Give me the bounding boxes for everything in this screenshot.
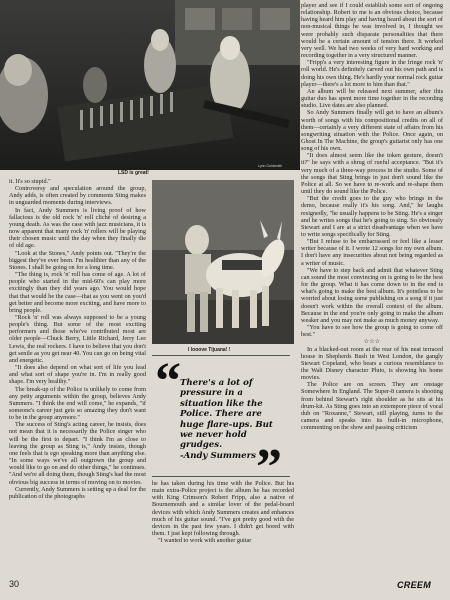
- paragraph: So Andy Summers finally will get to have an album's worth of songs with his compositional credits on all of them—certainly a very different state of affairs from his songwriting situation with the Police. Once again, on Ghost In The Machine, the group's guitarist only has one song of his own.: [301, 109, 443, 153]
- paragraph: Currently, Andy Summers is setting up a deal for the publication of the photographs: [9, 485, 146, 500]
- paragraph: "Rock 'n' roll was always supposed to be a young people's thing. But some of the most exciting performers and those who've contributed most are older people—Chuck Berry, Little Richard, Jerry Lee Lewis, the real rockers. I have to believe that you don't get senile as you get near 40. You can go on being vital and energetic.: [9, 313, 146, 364]
- paragraph: "It does also depend on what sort of life you lead and what sort of shape you're in. I'm in really good shape. I'm very healthy.": [9, 364, 146, 386]
- magazine-logo: CREEM: [397, 580, 432, 590]
- pull-quote: [152, 353, 290, 496]
- pull-quote-attribution: -Andy Summers: [180, 450, 256, 461]
- paragraph: Controversy and speculation around the group, Andy adds, is often created by comments Sting makes in unguarded moments during interviews.: [9, 185, 146, 207]
- paragraph: it. It's so stupid.": [9, 178, 51, 185]
- donkey-photo-image: [152, 180, 294, 344]
- middle-column: [152, 480, 294, 576]
- paragraph: An album will be released next summer, after this guitar duo has spent more time together in the recording studio. Live dates are also planned.: [301, 87, 443, 110]
- paragraph: "But I refuse to be embarrassed or feel like a lesser writer because of it. I wrote 12 songs for my own album. I don't have any insecurities about not being regarded as a writer of music.: [301, 238, 443, 267]
- studio-photo: [0, 0, 300, 170]
- paragraph: "Look at the Stones," Andy points out. "They're the biggest they've ever been. I'm healthier than any of the Stones. I shall be going on for a long time.: [9, 249, 146, 271]
- page-number: 30: [9, 579, 20, 589]
- paragraph: ☆☆☆: [363, 338, 381, 346]
- left-column: [9, 178, 146, 576]
- paragraph: In fact, Andy Summers is living proof of how fallacious is the old rock 'n' roll cliché of desiring a young death. As was the case with jazz musicians, it is now apparent that many rock 'n' rollers will be playing their chosen music until the day when they finally die of old age.: [9, 206, 146, 250]
- paragraph: player and see if I could establish some sort of ongoing relationship. Robert to me is an obvious choice, because having heard him play and having heard about the sort of non-musical things he was involved in, I thought we were probably such disparate personalities that there would be a certain amount of tension there. It worked very well. We had two weeks of very hard working and recording together in a very structured manner.: [301, 2, 443, 60]
- studio-photo-caption: LSD is great!: [118, 170, 149, 176]
- right-column: [301, 2, 443, 576]
- donkey-photo-caption: I looove Tijuana! !: [188, 347, 231, 353]
- paragraph: "You have to see how the group is going to come off best.": [301, 324, 443, 339]
- paragraph: he has taken during his time with the Police. But his main extra-Police project is the album he has recorded with King Crimson's Robert Fripp, also a native of Bournemouth and a similar lover of the pedal-board devices with which Andy Summers creates and enhances much of his guitar sound. "I've got pretty good with the devices in the past few years. I didn't get bored with them. I just kept following through.: [152, 480, 294, 538]
- paragraph: "But the credit goes to the guy who brings in the demo, because really it's his song. And," he laughs resignedly, "he usually happens to be Sting. He's a singer and he writes songs that he's going to sing. So obviously Stewart and I are at a strict disadvantage when we have to write songs specifically for Sting.: [301, 195, 443, 238]
- open-quote-icon: “: [155, 353, 181, 410]
- close-quote-icon: ”: [256, 439, 282, 496]
- paragraph: "We have to step back and admit that whatever Sting can sound the most convincing on is going to be the best for the group. What it has come down to in the end is what's going to make the best album. It's pointless to be worried about losing some publishing on a song if it just doesn't work within the overall context of the album. Because in the end you're only going to make the album weaker and you may not make as much money anyway.: [301, 266, 443, 324]
- donkey-photo: [152, 180, 294, 344]
- studio-photo-image: [0, 0, 300, 170]
- paragraph: The success of Sting's acting career, he insists, does not mean that it is necessarily the Police singer who will be the first to depart. "I think I'm as close to leaving the group as Sting is," Andy insists, though one feels that is ego speaking more than anything else. "In some ways we've all outgrown the group and would like to go on and do other things," he continues. "And we're all doing them, though Sting's had the most obvious big success in terms of moving on to movies.: [9, 421, 146, 486]
- pull-quote-body: There's a lot of pressure in a situation like the Police. There are huge flare-ups. But we never hold grudges.: [180, 378, 273, 451]
- studio-photo-credit: Lynn Goldsmith: [258, 164, 283, 168]
- paragraph: "I wanted to work with another guitar: [158, 537, 252, 545]
- paragraph: "The thing is, rock 'n' roll has come of age. A lot of people who started in the mid-60's can play more excitingly than they did years ago. You would hope that that would be the case—that as you went on you'd get better and become more exciting, and have more to bring people.: [9, 271, 146, 314]
- paragraph: "Fripp's a very interesting figure in the fringe rock 'n' roll world. He's definitely carved out his own path and is doing his own thing. He's hardly your normal rock guitar player—there's a lot more to him than that.": [301, 59, 443, 88]
- paragraph: The Police are on screen. They are onstage Somewhere In England. The Super-8 camera is shooting from behind Stewart's right shoulder as he sits at his drum-kit. As Sting goes into an extempore piece of vocal dub on "Roxanne," Stewart, still playing, turns to the camera and speaks into its built-in microphone, commenting on the show and passing criticism: [301, 381, 443, 432]
- paragraph: In a blacked-out room at the rear of his neat terraced house in Shepherds Bush in West London, the gangly Stewart Copeland, who bears a curious resemblance to the Walt Disney character Pluto, is showing his home movies.: [301, 345, 443, 382]
- paragraph: "It does almost seem like the token gesture, doesn't it?" he says with a shrug of rueful acceptance. "But it's very much of a three-way process in the studio. Some of the songs that Sting brings in just don't sound like the Police at all. So we have to re-work and re-shape them until they do sound like the Police.: [301, 152, 443, 196]
- paragraph: The break-up of the Police is unlikely to come from any petty arguments within the group, believes Andy Summers. "I think the end will come," he expands, "if someone's career just gets so amazing they don't want to be in the group anymore.": [9, 385, 146, 422]
